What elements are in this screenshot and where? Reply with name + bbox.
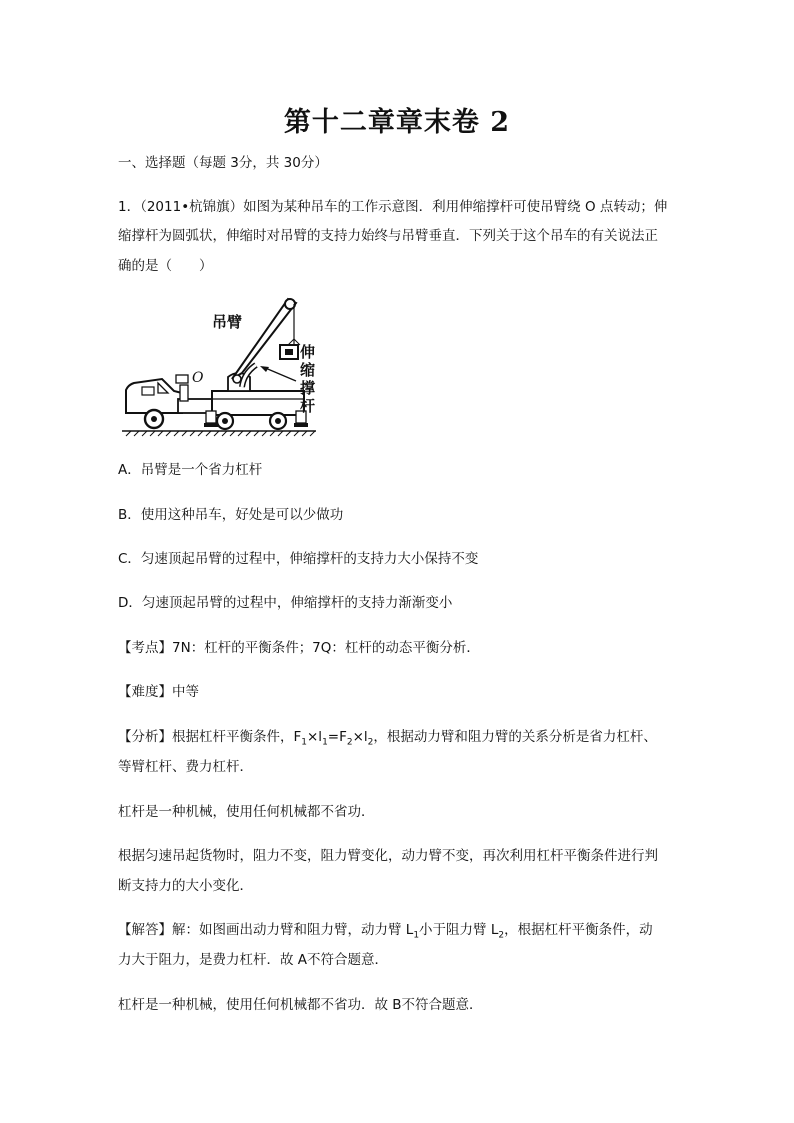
kaodian-tag: 【考点】 bbox=[118, 640, 172, 656]
nandu-tag: 【难度】 bbox=[118, 684, 172, 700]
outrigger-left bbox=[206, 411, 216, 423]
jieda-line1-pre: 解：如图画出动力臂和阻力臂，动力臂 L bbox=[172, 922, 414, 938]
outrigger-pad-left bbox=[204, 423, 218, 427]
chassis-tank bbox=[176, 375, 188, 383]
formula-f1-sub: 1 bbox=[301, 737, 307, 748]
fenxi-line1-post: ，根据动力臂和阻力臂的关系分析是省力杠杆、 bbox=[373, 729, 657, 745]
pivot-label: O bbox=[192, 370, 204, 386]
jieda-l2-sub: 2 bbox=[498, 930, 505, 941]
fenxi-line-4: 根据匀速吊起货物时，阻力不变，阻力臂变化，动力臂不变，再次利用杠杆平衡条件进行判 bbox=[118, 848, 658, 864]
fenxi-line-5: 断支持力的大小变化． bbox=[118, 878, 253, 894]
jieda-line-2: 力大于阻力，是费力杠杆．故 A不符合题意． bbox=[118, 952, 389, 968]
cab-side-window bbox=[142, 387, 154, 395]
formula-l2-sub: 2 bbox=[367, 737, 374, 748]
page-title: 第十二章章末卷 2 bbox=[283, 107, 511, 138]
strut-label-char-4: 杆 bbox=[300, 397, 316, 415]
formula-times-2: ×l bbox=[352, 729, 368, 745]
crane-figure bbox=[120, 295, 320, 437]
strut-pointer-arrow bbox=[263, 367, 296, 381]
jieda-line-1 bbox=[118, 920, 653, 946]
fenxi-line-1 bbox=[118, 727, 657, 753]
jieda-line-3: 杠杆是一种机械，使用任何机械都不省功．故 B不符合题意． bbox=[118, 997, 483, 1013]
crane-platform bbox=[212, 391, 304, 415]
jieda-line1-mid: 小于阻力臂 L bbox=[419, 922, 499, 938]
strut-label-char-1: 伸 bbox=[300, 343, 316, 361]
arm-label: 吊臂 bbox=[212, 313, 243, 331]
nandu-text: 中等 bbox=[172, 684, 199, 700]
option-b: B．使用这种吊车，好处是可以少做功 bbox=[118, 507, 344, 523]
question-1-line-3: 确的是（ ） bbox=[118, 258, 213, 274]
option-a: A．吊臂是一个省力杠杆 bbox=[118, 462, 263, 478]
kaodian-line bbox=[118, 638, 480, 658]
fenxi-line-3: 杠杆是一种机械，使用任何机械都不省功． bbox=[118, 804, 375, 820]
fenxi-tag: 【分析】 bbox=[118, 729, 172, 745]
nandu-line bbox=[118, 682, 199, 702]
option-c: C．匀速顶起吊臂的过程中，伸缩撑杆的支持力大小保持不变 bbox=[118, 551, 479, 567]
formula-f2-sub: 2 bbox=[346, 737, 353, 748]
truck-cab bbox=[126, 379, 182, 413]
fenxi-line-2: 等臂杠杆、费力杠杆． bbox=[118, 759, 253, 775]
jieda-l1-sub: 1 bbox=[413, 930, 420, 941]
strut-label-char-3: 撑 bbox=[300, 379, 316, 397]
pivot-point bbox=[233, 375, 241, 383]
question-1-line-1: 1．（2011•杭锦旗）如图为某种吊车的工作示意图．利用伸缩撑杆可使吊臂绕 O 点转动；伸 bbox=[118, 199, 668, 215]
formula-l1-sub: 1 bbox=[322, 737, 328, 748]
chassis-post bbox=[180, 385, 188, 401]
formula-times-1: ×l bbox=[307, 729, 323, 745]
kaodian-text: 7N：杠杆的平衡条件；7Q：杠杆的动态平衡分析． bbox=[172, 640, 480, 656]
formula-eq: =F bbox=[327, 729, 347, 745]
question-1-line-2: 缩撑杆为圆弧状，伸缩时对吊臂的支持力始终与吊臂垂直．下列关于这个吊车的有关说法正 bbox=[118, 228, 658, 244]
strut-label-char-2: 缩 bbox=[300, 361, 316, 379]
jieda-line1-post: ，根据杠杆平衡条件，动 bbox=[504, 922, 653, 938]
option-d: D．匀速顶起吊臂的过程中，伸缩撑杆的支持力渐渐变小 bbox=[118, 595, 453, 611]
jieda-tag: 【解答】 bbox=[118, 922, 172, 938]
outrigger-pad-right bbox=[294, 423, 308, 427]
fenxi-line1-pre: 根据杠杆平衡条件，F bbox=[172, 729, 302, 745]
section-heading: 一、选择题（每题 3分，共 30分） bbox=[118, 155, 328, 171]
